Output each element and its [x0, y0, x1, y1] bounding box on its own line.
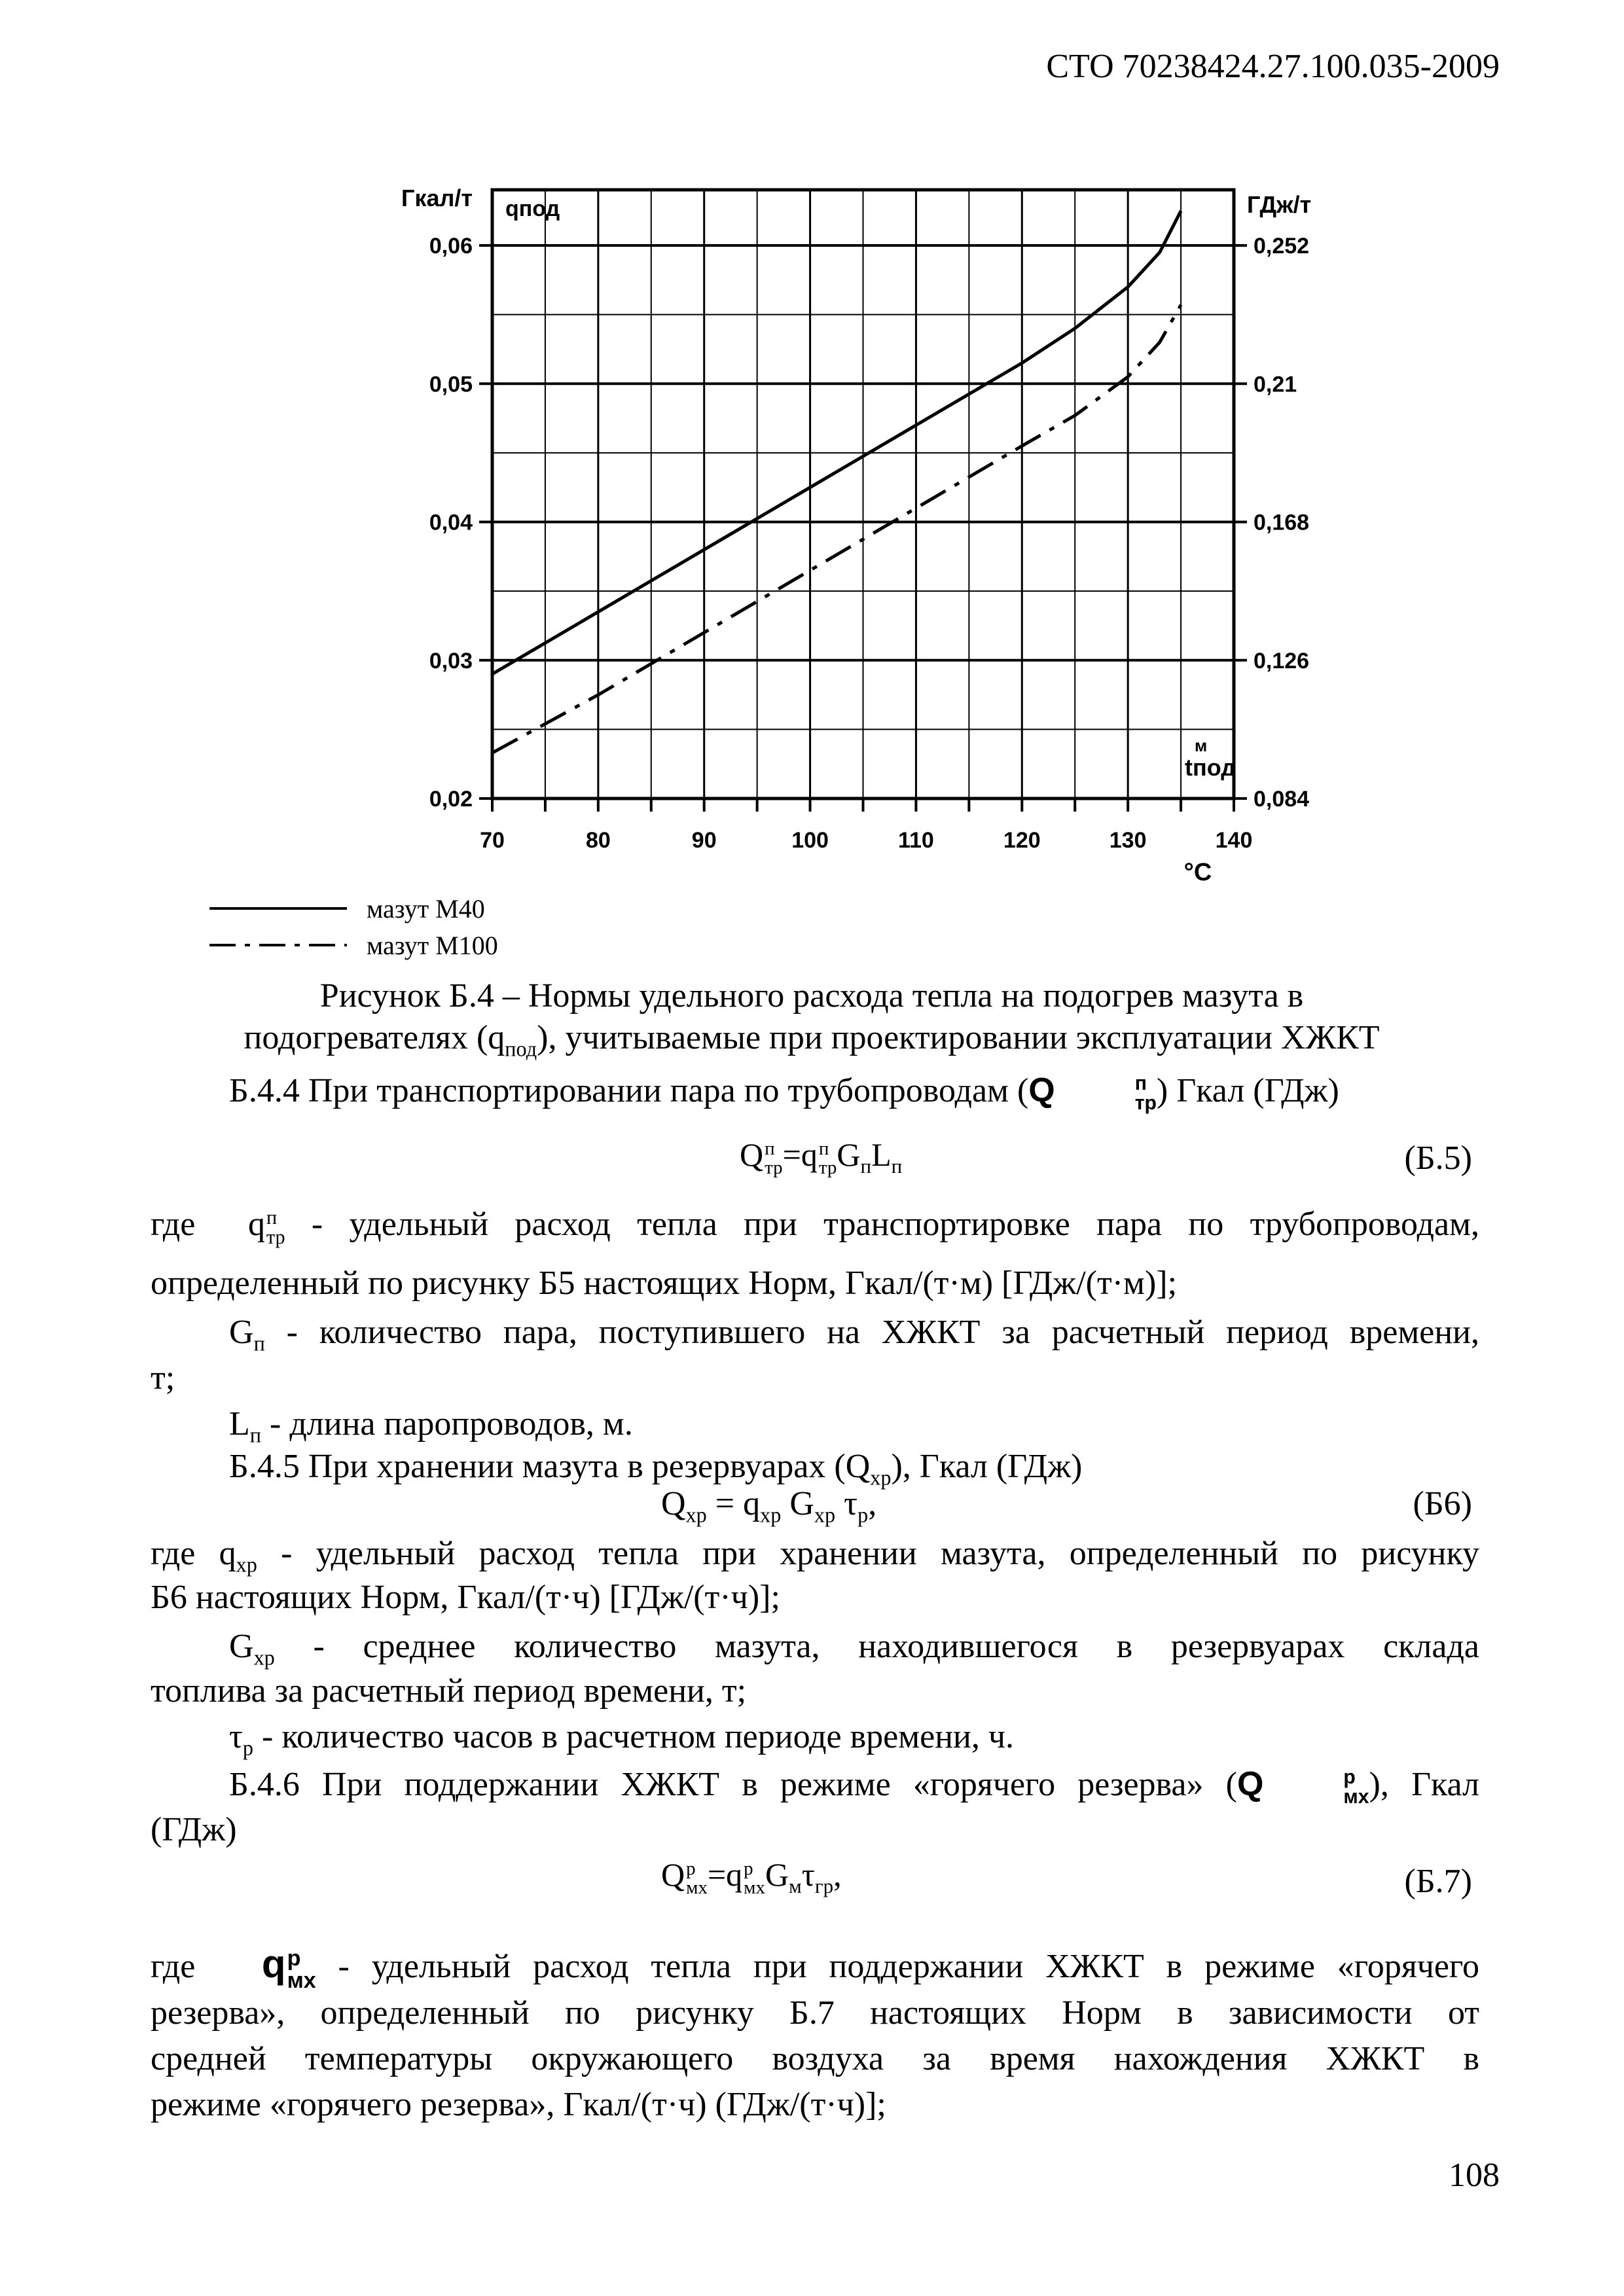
x-axis-symbol-sup: м	[1195, 736, 1208, 755]
x-tick-label: 140	[1215, 828, 1253, 853]
legend-item-m100	[209, 927, 498, 963]
legend-label-m100: мазут М100	[367, 930, 498, 960]
legend-item-m40	[209, 890, 498, 927]
where-l-p: $L_п$ - длина паропроводов, м.	[229, 1405, 633, 1447]
where-q-mx-line2: резерва», определенный по рисунку Б.7 настоящих Норм в зависимости от	[151, 1994, 1479, 2032]
x-tick-label: 80	[585, 828, 611, 853]
x-tick-label: 130	[1109, 828, 1147, 853]
chart	[0, 0, 1624, 916]
section-b46-intro: Б.4.6 При поддержании ХЖКТ в режиме «горячего резерва» (Q р мх ), Гкал	[229, 1765, 1479, 1808]
where-q-mx: где q р мх - удельный расход тепла при поддержании ХЖКТ в режиме «горячего	[151, 1942, 1480, 1994]
y-tick-label-left: 0,04	[429, 510, 473, 535]
equation-number-b7: (Б.7)	[1404, 1863, 1472, 1900]
where-q-tr: где q п тр - удельный расход тепла при транспортировке пара по трубопроводам,	[151, 1206, 1479, 1249]
y-tick-label-left: 0,05	[429, 372, 473, 397]
chart-series	[492, 211, 1181, 753]
where-q-mx-line4: режиме «горячего резерва», Гкал/(т·ч) (ГДж/(т·ч)];	[151, 2086, 886, 2123]
series-line-m100	[492, 305, 1181, 753]
figure-caption	[151, 975, 1473, 1069]
caption-line-2: подогревателях $(q_{под})$, учитываемые при проектировании эксплуатации ХЖКТ	[244, 1019, 1380, 1061]
section-b46-intro-cont: (ГДж)	[151, 1811, 237, 1848]
where-q-xr-cont: Б6 настоящих Норм, Гкал/(т·ч) [ГДж/(т·ч)];	[151, 1579, 780, 1616]
x-axis-unit: °С	[1183, 859, 1212, 886]
equation-number-b5: (Б.5)	[1404, 1139, 1472, 1177]
right-axis-unit: ГДж/т	[1247, 191, 1312, 218]
left-axis-unit: Гкал/т	[401, 185, 473, 211]
where-g-xr-cont: топлива за расчетный период времени, т;	[151, 1672, 747, 1710]
formula-b7: Q р мх =q р мх $G_м\tau_{гр}$,	[661, 1856, 842, 1898]
document-code: СТО 70238424.27.100.035-2009	[1046, 48, 1500, 85]
x-tick-label: 120	[1003, 828, 1041, 853]
left-axis-symbol: qпод	[505, 196, 560, 221]
y-tick-label-right: 0,126	[1254, 648, 1310, 673]
section-b45-intro: Б.4.5 При хранении мазута в резервуарах $(Q_{хр})$, Гкал (ГДж)	[229, 1448, 1083, 1490]
series-line-m40	[492, 211, 1181, 674]
y-tick-label-right: 0,21	[1254, 372, 1297, 397]
x-tick-label: 110	[897, 828, 934, 853]
where-g-p: $G_п$ - количество пара, поступившего на ХЖКТ за расчетный период времени,	[229, 1314, 1479, 1355]
where-g-p-cont: т;	[151, 1359, 175, 1397]
where-q-tr-cont: определенный по рисунку Б5 настоящих Норм, Гкал/(т·м) [ГДж/(т·м)];	[151, 1265, 1178, 1302]
x-axis-symbol: tпод	[1185, 754, 1236, 781]
y-tick-label-left: 0,02	[429, 787, 473, 812]
x-tick-label: 70	[480, 828, 505, 853]
where-tau-p: $\tau_р$ - количество часов в расчетном периоде времени, ч.	[229, 1718, 1015, 1760]
where-g-xr: $G_{хр}$ - среднее количество мазута, находившегося в резервуарах склада	[229, 1628, 1479, 1670]
section-b44-intro: Б.4.4 При транспортировании пара по трубопроводам (Q п тр ) Гкал (ГДж)	[229, 1071, 1339, 1115]
x-tick-label: 90	[691, 828, 717, 853]
caption-line-1: Рисунок Б.4 – Нормы удельного расхода тепла на подогрев мазута в	[319, 977, 1304, 1014]
y-tick-label-left: 0,06	[429, 234, 473, 259]
equation-number-b6: (Б6)	[1413, 1485, 1472, 1522]
x-tick-label: 100	[791, 828, 829, 853]
formula-b6: $Q_{хр} = q_{хр}$ $G_{хр}$ $\tau_р$,	[661, 1485, 877, 1527]
legend-label-m40: мазут М40	[367, 893, 485, 924]
where-q-xr: где $q_{хр}$ - удельный расход тепла при хранении мазута, определенный по рисунку	[151, 1535, 1479, 1577]
where-q-mx-line3: средней температуры окружающего воздуха за время нахождения ХЖКТ в	[151, 2040, 1479, 2077]
y-tick-label-left: 0,03	[429, 648, 473, 673]
chart-legend	[209, 890, 498, 963]
chart-labels	[401, 185, 1311, 886]
y-tick-label-right: 0,084	[1254, 787, 1310, 812]
y-tick-label-right: 0,168	[1254, 510, 1310, 535]
chart-grid	[492, 190, 1234, 798]
formula-b5: Q п тр =q п тр $G_пL_п$	[740, 1136, 903, 1178]
page-number: 108	[1449, 2157, 1500, 2194]
y-tick-label-right: 0,252	[1254, 234, 1310, 259]
